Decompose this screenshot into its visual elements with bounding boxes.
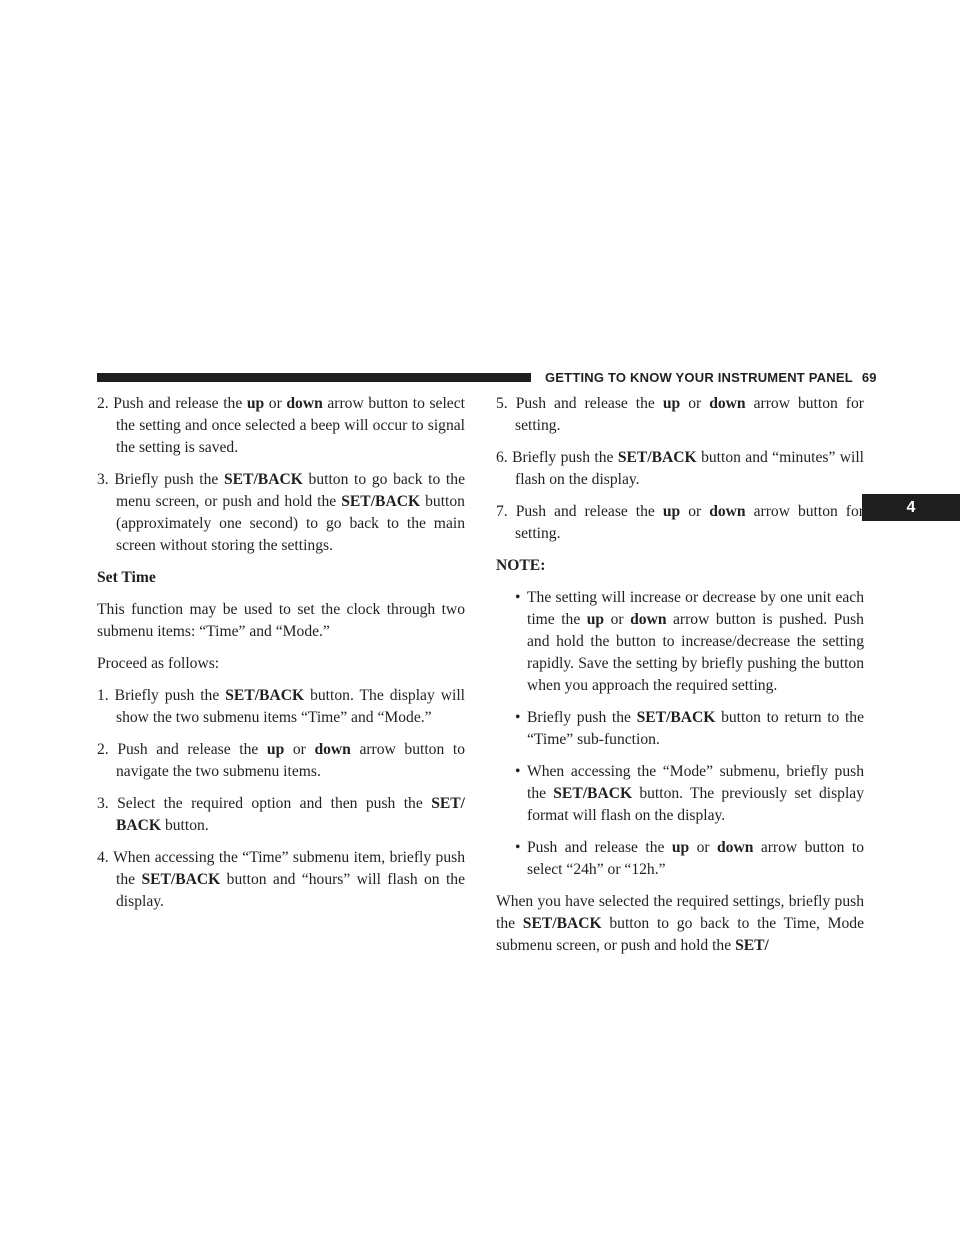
running-header <box>545 369 877 387</box>
note-heading: NOTE: <box>496 557 546 574</box>
set-time-intro: This function may be used to set the clock through two submenu items: “Time” and “Mode.” <box>97 601 465 640</box>
left-column <box>97 393 465 923</box>
time-step-4: 4. When accessing the “Time” submenu item, briefly push the SET/BACK button and “hours” will flash on the display. <box>97 849 466 910</box>
set-time-heading: Set Time <box>97 569 156 586</box>
step-2-select-setting: 2. Push and release the up or down arrow button to select the setting and once selected a beep will occur to signal the setting is saved. <box>97 395 465 456</box>
note-bullet-1: • The setting will increase or decrease by one unit each time the up or down arrow button is pushed. Push and hold the button to increase/decrease the setting rapidly. Save the setting by briefly pushing the button when you approach the required setting. <box>515 589 864 694</box>
note-bullet-2: • Briefly push the SET/BACK button to return to the “Time” sub-function. <box>515 709 865 748</box>
note-bullet-list <box>515 587 864 881</box>
time-step-3: 3. Select the required option and then push the SET/ BACK button. <box>97 795 465 834</box>
section-title: GETTING TO KNOW YOUR INSTRUMENT PANEL <box>545 370 853 385</box>
note-bullet-4: • Push and release the up or down arrow button to select “24h” or “12h.” <box>515 839 864 878</box>
step-3-go-back: 3. Briefly push the SET/BACK button to go back to the menu screen, or push and hold the SET/BACK button (approximately one second) to go back to the main screen without storing the settings. <box>97 471 465 554</box>
time-step-1: 1. Briefly push the SET/BACK button. The display will show the two submenu items “Time” and “Mode.” <box>97 687 465 726</box>
bullet-dot: • <box>515 763 521 780</box>
time-step-2: 2. Push and release the up or down arrow button to navigate the two submenu items. <box>97 741 465 780</box>
bullet-dot: • <box>515 709 521 726</box>
step-5-adjust: 5. Push and release the up or down arrow button for setting. <box>496 395 864 434</box>
header-rule <box>97 373 531 382</box>
bullet-dot: • <box>515 589 521 606</box>
right-column <box>496 393 864 967</box>
page-number: 69 <box>861 370 877 385</box>
step-6-minutes: 6. Briefly push the SET/BACK button and “minutes” will flash on the display. <box>496 449 864 488</box>
bullet-dot: • <box>515 839 521 856</box>
chapter-tab: 4 <box>862 494 960 521</box>
proceed-text: Proceed as follows: <box>97 655 220 672</box>
step-7-adjust: 7. Push and release the up or down arrow button for setting. <box>496 503 864 542</box>
closing-paragraph: When you have selected the required settings, briefly push the SET/BACK button to go back to the Time, Mode submenu screen, or push and hold the SET/ <box>496 893 864 954</box>
note-bullet-3: • When accessing the “Mode” submenu, briefly push the SET/BACK button. The previously set display format will flash on the display. <box>515 763 865 824</box>
